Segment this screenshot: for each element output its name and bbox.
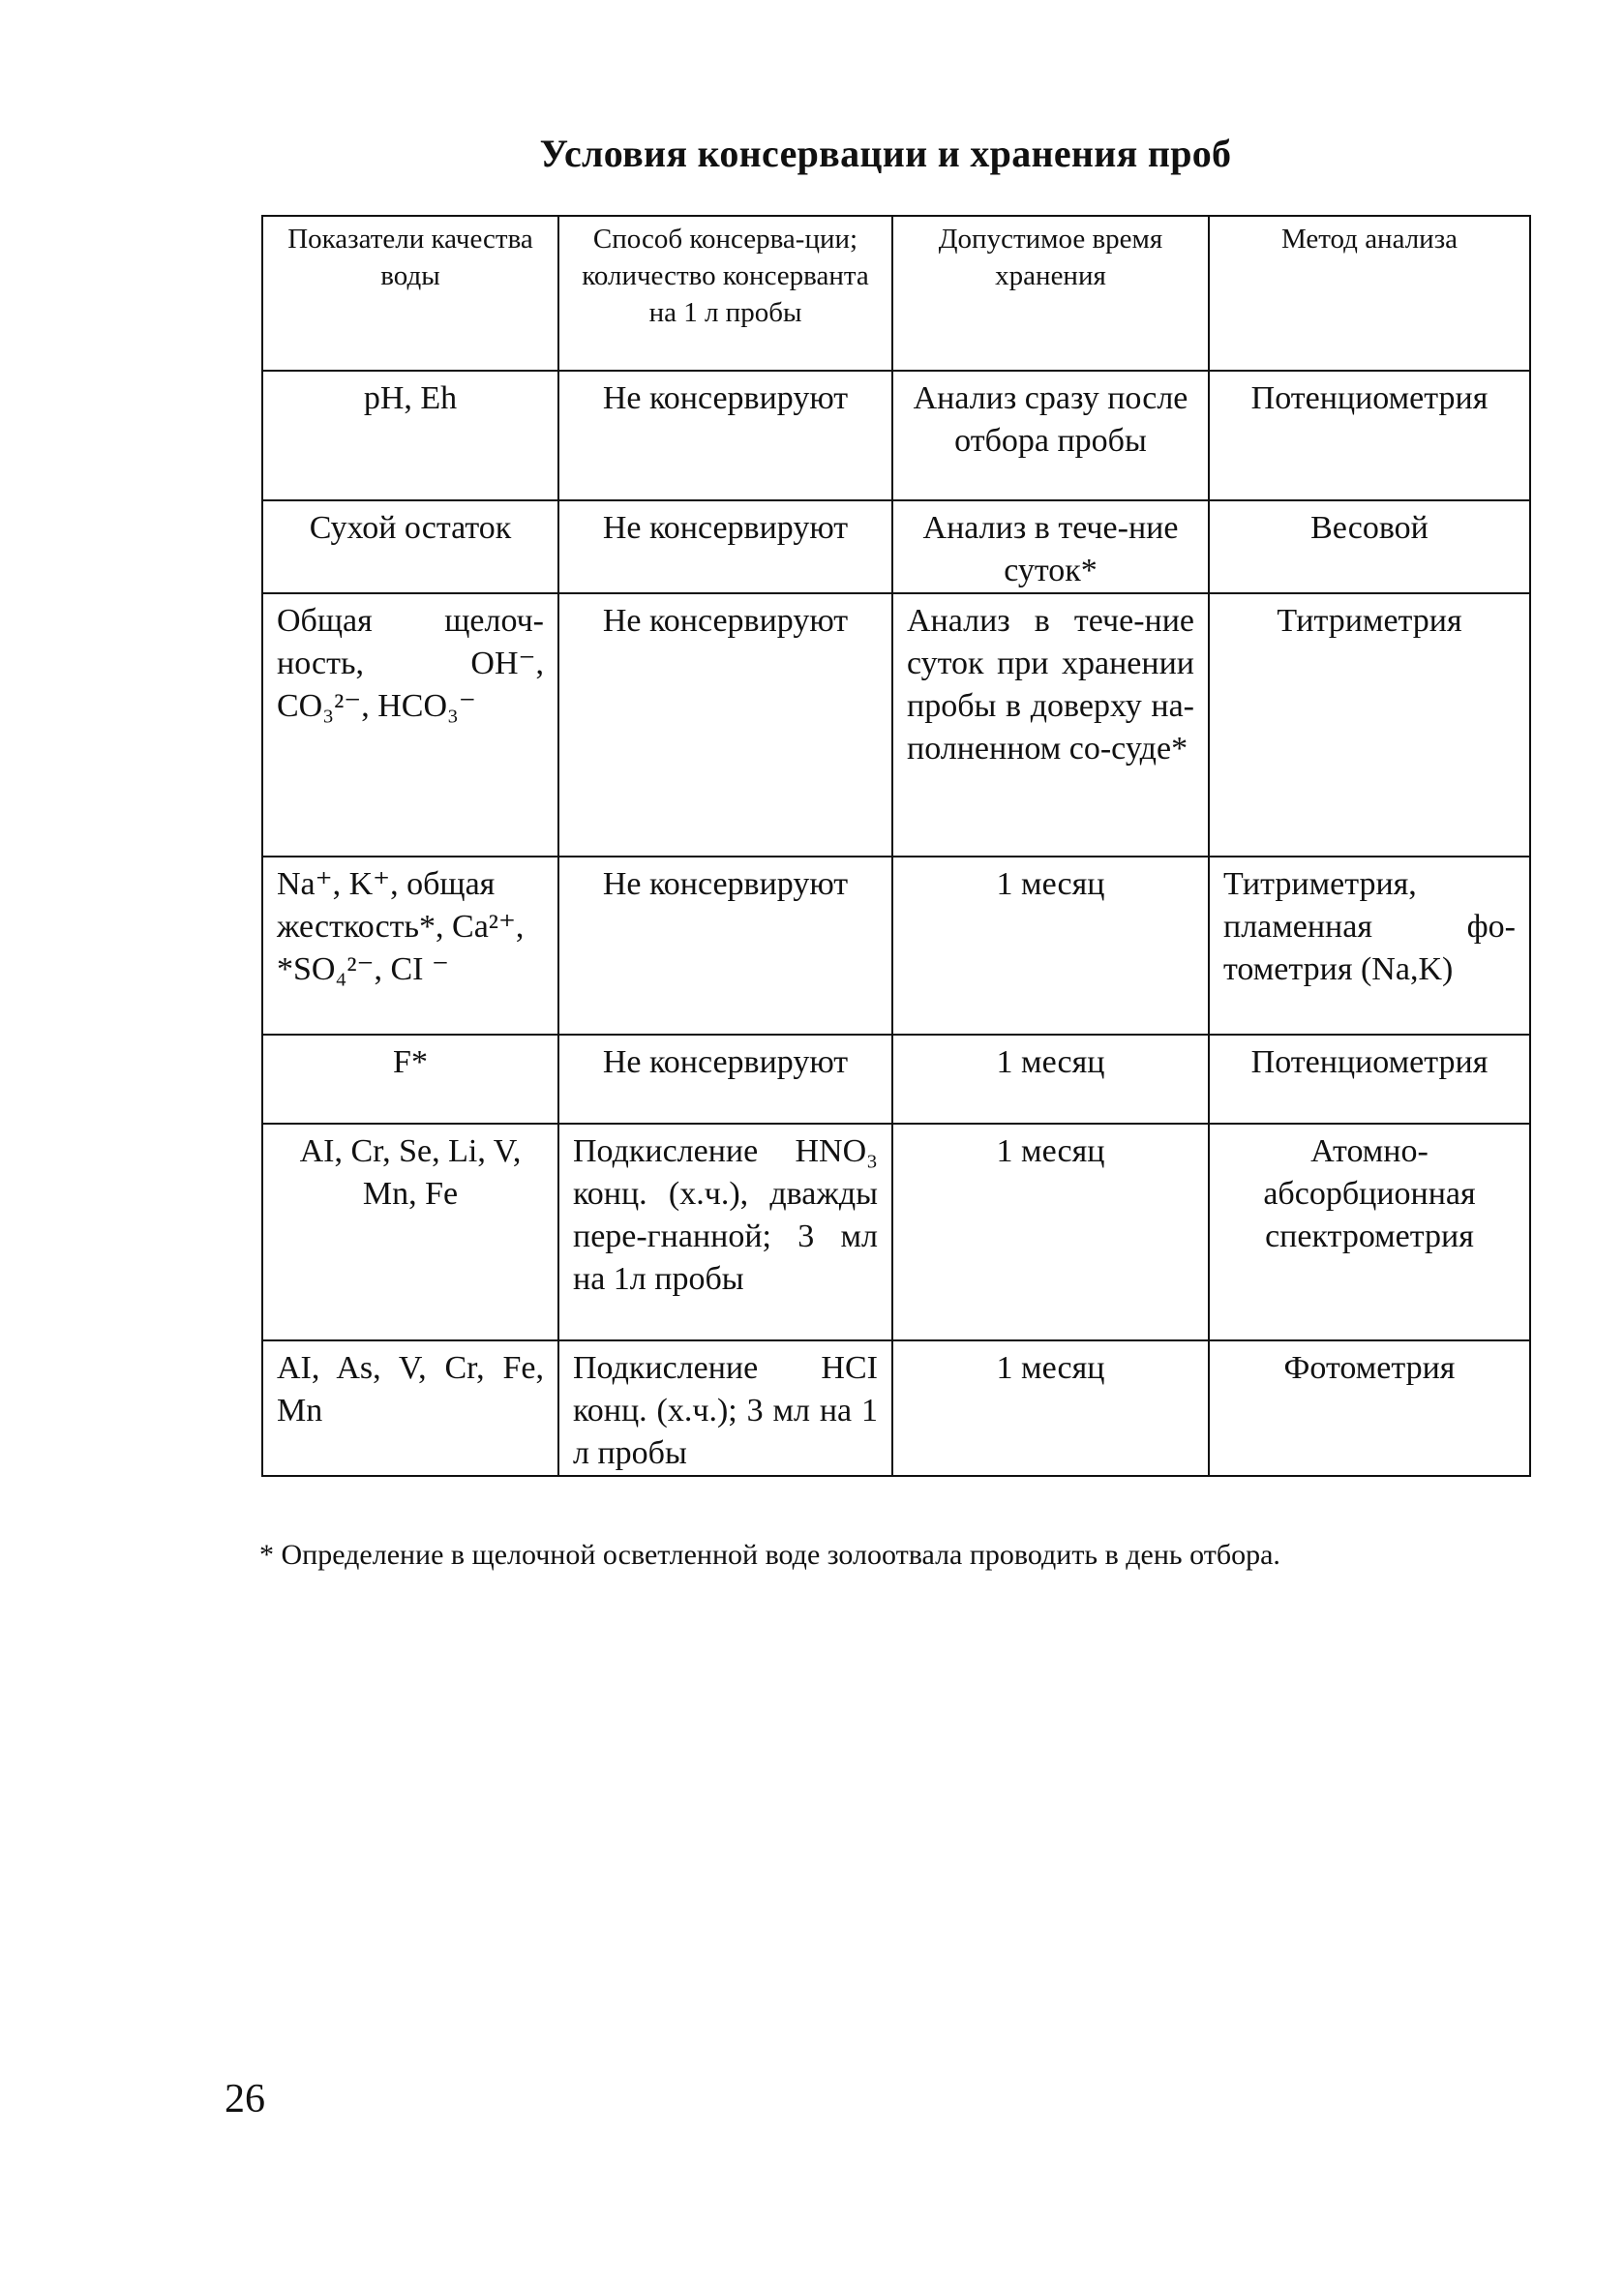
cell-storage: Анализ в тече-ние суток* — [892, 500, 1209, 593]
cell-method: Потенциометрия — [1209, 371, 1530, 500]
table-row — [262, 500, 1530, 593]
cell-indicator: F* — [262, 1035, 558, 1124]
cell-preservation: Подкисление HCI конц. (х.ч.); 3 мл на 1 л пробы — [558, 1340, 892, 1476]
cell-storage: 1 месяц — [892, 857, 1209, 1035]
cell-storage: Анализ в тече-ние суток при хранении пробы в доверху на-полненном со-суде* — [892, 593, 1209, 857]
table-header-row — [262, 216, 1530, 371]
cell-storage: 1 месяц — [892, 1340, 1209, 1476]
cell-indicator: pH, Eh — [262, 371, 558, 500]
preservation-table — [261, 215, 1531, 1477]
header-analysis-method: Метод анализа — [1209, 216, 1530, 371]
header-storage-time: Допустимое время хранения — [892, 216, 1209, 371]
cell-preservation: Не консервируют — [558, 500, 892, 593]
cell-indicator: AI, As, V, Cr, Fe, Mn — [262, 1340, 558, 1476]
cell-method: Титриметрия, пламенная фо-тометрия (Na,K) — [1209, 857, 1530, 1035]
cell-storage: 1 месяц — [892, 1035, 1209, 1124]
cell-indicator: Сухой остаток — [262, 500, 558, 593]
header-preservation-method: Способ консерва-ции; количество консерванта на 1 л пробы — [558, 216, 892, 371]
cell-method: Титриметрия — [1209, 593, 1530, 857]
table-row — [262, 1340, 1530, 1476]
cell-method: Фотометрия — [1209, 1340, 1530, 1476]
cell-indicator: Na⁺, K⁺, общая жесткость*, Ca²⁺, *SO₄²⁻, CI ⁻ — [262, 857, 558, 1035]
cell-method: Атомно-абсорбционная спектрометрия — [1209, 1124, 1530, 1340]
cell-method: Потенциометрия — [1209, 1035, 1530, 1124]
cell-preservation: Не консервируют — [558, 371, 892, 500]
cell-indicator: AI, Cr, Se, Li, V, Mn, Fe — [262, 1124, 558, 1340]
page-title: Условия консервации и хранения проб — [539, 132, 1232, 175]
cell-preservation: Не консервируют — [558, 857, 892, 1035]
page-number: 26 — [225, 2077, 265, 2121]
footnote: * Определение в щелочной осветленной воде золоотвала проводить в день отбора. — [259, 1539, 1280, 1571]
cell-preservation: Подкисление HNO₃ конц. (х.ч.), дважды пере-гнанной; 3 мл на 1л пробы — [558, 1124, 892, 1340]
table-row — [262, 593, 1530, 857]
cell-storage: 1 месяц — [892, 1124, 1209, 1340]
table-row — [262, 1124, 1530, 1340]
cell-method: Весовой — [1209, 500, 1530, 593]
table-row — [262, 371, 1530, 500]
header-indicators: Показатели качества воды — [262, 216, 558, 371]
cell-storage: Анализ сразу после отбора пробы — [892, 371, 1209, 500]
cell-indicator: Общая щелоч-ность, ОН⁻, СО₃²⁻, НСО₃⁻ — [262, 593, 558, 857]
table-row — [262, 857, 1530, 1035]
cell-preservation: Не консервируют — [558, 593, 892, 857]
cell-preservation: Не консервируют — [558, 1035, 892, 1124]
table-row — [262, 1035, 1530, 1124]
